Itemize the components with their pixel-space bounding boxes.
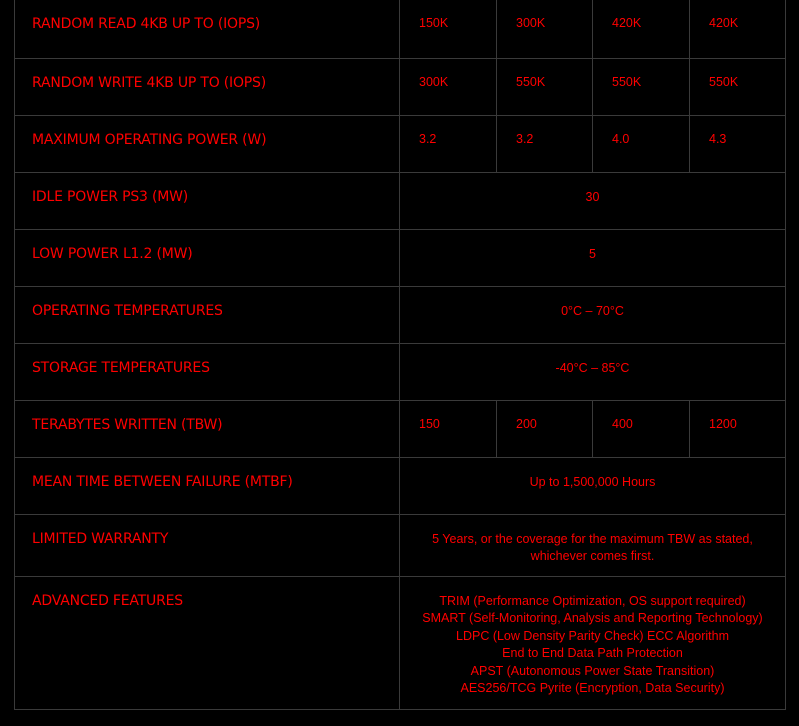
spec-value: Up to 1,500,000 Hours [400,457,786,514]
spec-value: 550K [690,58,786,115]
spec-value: 300K [497,0,593,58]
spec-value: 30 [400,172,786,229]
spec-label: LIMITED WARRANTY [15,514,400,576]
spec-label: OPERATING TEMPERATURES [15,286,400,343]
spec-label: STORAGE TEMPERATURES [15,343,400,400]
spec-row-random-read [15,0,786,58]
spec-value [400,514,786,576]
spec-label: RANDOM READ 4KB UP TO (IOPS) [15,0,400,58]
spec-label: MAXIMUM OPERATING POWER (W) [15,115,400,172]
spec-label: RANDOM WRITE 4KB UP TO (IOPS) [15,58,400,115]
spec-value [400,576,786,709]
spec-value: 300K [400,58,497,115]
feature-item: SMART (Self-Monitoring, Analysis and Reporting Technology) [422,611,763,626]
spec-value: 420K [593,0,690,58]
spec-value: 0°C – 70°C [400,286,786,343]
spec-row-random-write [15,58,786,115]
spec-row-warranty [15,514,786,576]
spec-value: 150K [400,0,497,58]
spec-table [14,0,786,710]
spec-label: MEAN TIME BETWEEN FAILURE (MTBF) [15,457,400,514]
spec-label: IDLE POWER PS3 (MW) [15,172,400,229]
spec-row-features [15,576,786,709]
spec-row-operating-temp [15,286,786,343]
feature-item: LDPC (Low Density Parity Check) ECC Algorithm [456,628,729,643]
feature-item: End to End Data Path Protection [502,646,683,661]
spec-value: 4.3 [690,115,786,172]
feature-item: APST (Autonomous Power State Transition) [470,663,715,678]
spec-value: 1200 [690,400,786,457]
spec-value: 550K [593,58,690,115]
spec-row-idle-power [15,172,786,229]
spec-value: 4.0 [593,115,690,172]
spec-label: TERABYTES WRITTEN (TBW) [15,400,400,457]
spec-row-tbw [15,400,786,457]
spec-row-max-power [15,115,786,172]
spec-value: 3.2 [497,115,593,172]
spec-value: 3.2 [400,115,497,172]
spec-value: 420K [690,0,786,58]
feature-item: TRIM (Performance Optimization, OS support required) [439,593,746,608]
features-list [400,593,785,699]
warranty-line: whichever comes first. [530,548,655,563]
spec-value: 400 [593,400,690,457]
spec-row-storage-temp [15,343,786,400]
spec-row-mtbf [15,457,786,514]
spec-label: LOW POWER L1.2 (MW) [15,229,400,286]
spec-row-low-power [15,229,786,286]
spec-value: 550K [497,58,593,115]
feature-item: AES256/TCG Pyrite (Encryption, Data Security) [460,681,725,696]
spec-value: -40°C – 85°C [400,343,786,400]
spec-value: 150 [400,400,497,457]
spec-value: 5 [400,229,786,286]
warranty-line: 5 Years, or the coverage for the maximum TBW as stated, [432,531,753,546]
spec-value: 200 [497,400,593,457]
spec-label: ADVANCED FEATURES [15,576,400,709]
